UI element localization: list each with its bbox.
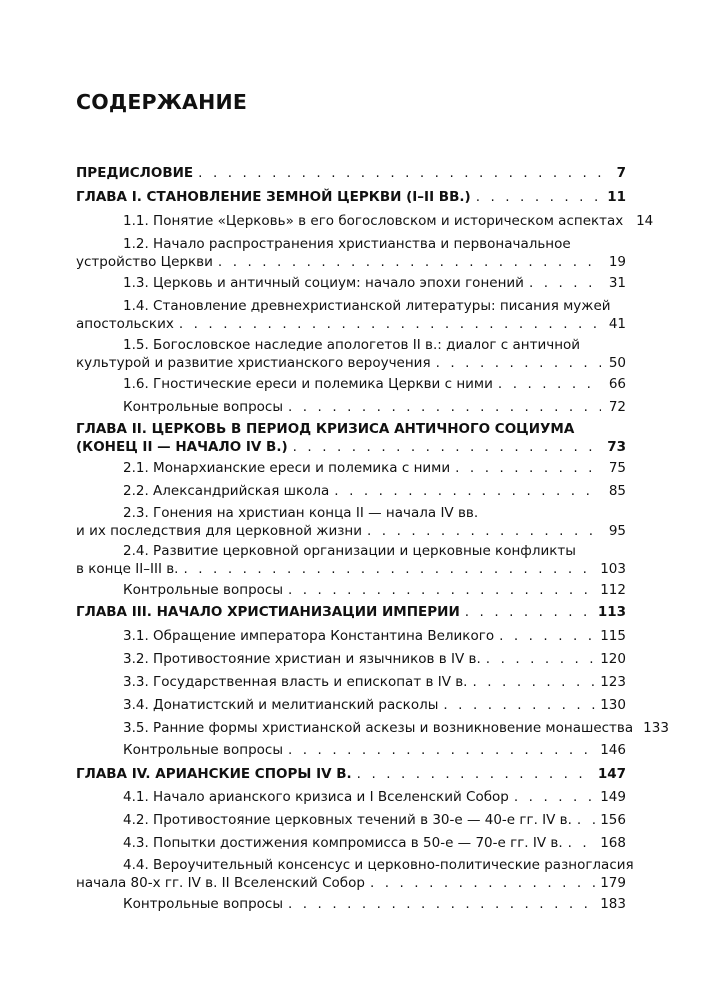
dot-leader <box>476 188 601 207</box>
toc-entry-4-3[interactable] <box>123 834 626 853</box>
toc-entry-4-4-first-line[interactable]: 4.4. Вероучительный консенсус и церковно-политические разногласия <box>123 857 634 873</box>
toc-entry-4-4[interactable] <box>76 874 626 893</box>
entry-title: начала 80-х гг. IV в. II Вселенский Собор <box>76 875 365 891</box>
page-number: 7 <box>616 165 626 181</box>
toc-entry-preface[interactable] <box>76 164 626 183</box>
dot-leader <box>514 788 595 807</box>
entry-title: Контрольные вопросы <box>123 582 283 598</box>
toc-entry-2-3[interactable] <box>76 522 626 541</box>
entry-title: (КОНЕЦ II — НАЧАЛО IV В.) <box>76 439 288 455</box>
dot-leader <box>370 874 595 893</box>
dot-leader <box>472 673 595 692</box>
entry-title: 2.2. Александрийская школа <box>123 483 330 499</box>
toc-entry-4-1[interactable] <box>123 788 626 807</box>
page-number: 95 <box>608 523 626 539</box>
toc-entry-4-2[interactable] <box>123 811 626 830</box>
toc-entry-chapter-1[interactable] <box>76 188 626 207</box>
page-number: 112 <box>600 582 626 598</box>
entry-title: ПРЕДИСЛОВИЕ <box>76 165 194 181</box>
entry-title: 4.1. Начало арианского кризиса и I Вселенский Собор <box>123 789 509 805</box>
entry-title: 1.1. Понятие «Церковь» в его богословском и историческом аспектах <box>123 213 624 229</box>
page-number: 149 <box>600 789 626 805</box>
page-number: 168 <box>600 835 626 851</box>
toc-entry-3-4[interactable] <box>123 696 626 715</box>
toc-entry-1-4[interactable] <box>76 315 626 334</box>
page-number: 50 <box>608 355 626 371</box>
page-number: 75 <box>608 460 626 476</box>
toc-entry-2-3-first-line[interactable]: 2.3. Гонения на христиан конца II — начала IV вв. <box>123 505 479 521</box>
dot-leader <box>288 895 595 914</box>
entry-title: 1.6. Гностические ереси и полемика Церкви с ними <box>123 376 493 392</box>
entry-title: Контрольные вопросы <box>123 399 283 415</box>
page-number: 41 <box>608 316 626 332</box>
entry-title: ГЛАВА I. СТАНОВЛЕНИЕ ЗЕМНОЙ ЦЕРКВИ (I–II ВВ.) <box>76 189 471 205</box>
dot-leader <box>288 398 601 417</box>
page-number: 103 <box>600 561 626 577</box>
toc-entry-2-2[interactable] <box>123 482 626 501</box>
entry-title: 3.1. Обращение императора Константина Великого <box>123 628 495 644</box>
toc-entry-1-5[interactable] <box>76 354 626 373</box>
page-number: 85 <box>608 483 626 499</box>
entry-title: устройство Церкви <box>76 254 213 270</box>
toc-entry-review-questions[interactable] <box>123 741 626 760</box>
page-number: 120 <box>600 651 626 667</box>
entry-title: и их последствия для церковной жизни <box>76 523 362 539</box>
toc-entry-2-4[interactable] <box>76 560 626 579</box>
dot-leader <box>198 164 601 183</box>
dot-leader <box>486 650 595 669</box>
dot-leader <box>529 274 601 293</box>
dot-leader <box>179 315 601 334</box>
toc-entry-review-questions[interactable] <box>123 895 626 914</box>
toc-entry-chapter-2-first-line[interactable]: ГЛАВА II. ЦЕРКОВЬ В ПЕРИОД КРИЗИСА АНТИЧНОГО СОЦИУМА <box>76 421 575 437</box>
dot-leader <box>183 560 595 579</box>
entry-title: Контрольные вопросы <box>123 896 283 912</box>
dot-leader <box>436 354 601 373</box>
page-number: 179 <box>600 875 626 891</box>
page-number: 113 <box>597 604 626 620</box>
page-number: 66 <box>608 376 626 392</box>
toc-entry-1-3[interactable] <box>123 274 626 293</box>
entry-title: апостольских <box>76 316 174 332</box>
entry-title: 4.3. Попытки достижения компромисса в 50-е — 70-е гг. IV в. <box>123 835 563 851</box>
dot-leader <box>288 741 595 760</box>
entry-title: 4.2. Противостояние церковных течений в 30-е — 40-е гг. IV в. <box>123 812 572 828</box>
page-number: 31 <box>608 275 626 291</box>
page-number: 156 <box>600 812 626 828</box>
entry-title: 1.3. Церковь и античный социум: начало эпохи гонений <box>123 275 524 291</box>
dot-leader <box>334 482 601 501</box>
toc-entry-review-questions[interactable] <box>123 398 626 417</box>
entry-title: ГЛАВА IV. АРИАНСКИЕ СПОРЫ IV В. <box>76 766 352 782</box>
dot-leader <box>455 459 601 478</box>
dot-leader <box>293 438 601 457</box>
toc-entry-1-2-first-line[interactable]: 1.2. Начало распространения христианства и первоначальное <box>123 236 571 252</box>
toc-entry-review-questions[interactable] <box>123 581 626 600</box>
dot-leader <box>498 375 601 394</box>
page-number: 147 <box>597 766 626 782</box>
dot-leader <box>465 603 593 622</box>
page-number: 14 <box>636 213 654 229</box>
toc-entry-3-5[interactable] <box>123 719 669 738</box>
toc-entry-3-1[interactable] <box>123 627 626 646</box>
entry-title: 3.5. Ранние формы христианской аскезы и возникновение монашества <box>123 720 634 736</box>
page-number: 11 <box>607 189 626 205</box>
toc-entry-1-6[interactable] <box>123 375 626 394</box>
toc-entry-2-4-first-line[interactable]: 2.4. Развитие церковной организации и церковные конфликты <box>123 543 576 559</box>
page-number: 133 <box>643 720 669 736</box>
toc-entry-1-5-first-line[interactable]: 1.5. Богословское наследие апологетов II в.: диалог с античной <box>123 337 581 353</box>
toc-entry-3-2[interactable] <box>123 650 626 669</box>
entry-title: культурой и развитие христианского вероучения <box>76 355 431 371</box>
dot-leader <box>357 765 593 784</box>
toc-entry-1-2[interactable] <box>76 253 626 272</box>
toc-entry-chapter-2[interactable] <box>76 438 626 457</box>
entry-title: 3.3. Государственная власть и епископат в IV в. <box>123 674 468 690</box>
page-number: 115 <box>600 628 626 644</box>
dot-leader <box>288 581 595 600</box>
toc-entry-3-3[interactable] <box>123 673 626 692</box>
page-number: 130 <box>600 697 626 713</box>
toc-entry-chapter-4[interactable] <box>76 765 626 784</box>
page-number: 123 <box>600 674 626 690</box>
toc-entry-2-1[interactable] <box>123 459 626 478</box>
page-number: 146 <box>600 742 626 758</box>
entry-title: Контрольные вопросы <box>123 742 283 758</box>
page-title: СОДЕРЖАНИЕ <box>76 90 248 114</box>
toc-entry-chapter-3[interactable] <box>76 603 626 622</box>
dot-leader <box>568 834 596 853</box>
page-number: 183 <box>600 896 626 912</box>
toc-entry-1-1[interactable] <box>123 212 654 231</box>
entry-title: 2.1. Монархианские ереси и полемика с ними <box>123 460 451 476</box>
dot-leader <box>218 253 601 272</box>
page-number: 72 <box>608 399 626 415</box>
dot-leader <box>367 522 601 541</box>
entry-title: ГЛАВА III. НАЧАЛО ХРИСТИАНИЗАЦИИ ИМПЕРИИ <box>76 604 460 620</box>
toc-entry-1-4-first-line[interactable]: 1.4. Становление древнехристианской литературы: писания мужей <box>123 298 611 314</box>
entry-title: в конце II–III в. <box>76 561 179 577</box>
entry-title: 3.2. Противостояние христиан и язычников в IV в. <box>123 651 481 667</box>
dot-leader <box>577 811 595 830</box>
entry-title: 3.4. Донатистский и мелитианский расколы <box>123 697 439 713</box>
page-number: 19 <box>608 254 626 270</box>
dot-leader <box>499 627 595 646</box>
dot-leader <box>443 696 595 715</box>
page-number: 73 <box>607 439 626 455</box>
